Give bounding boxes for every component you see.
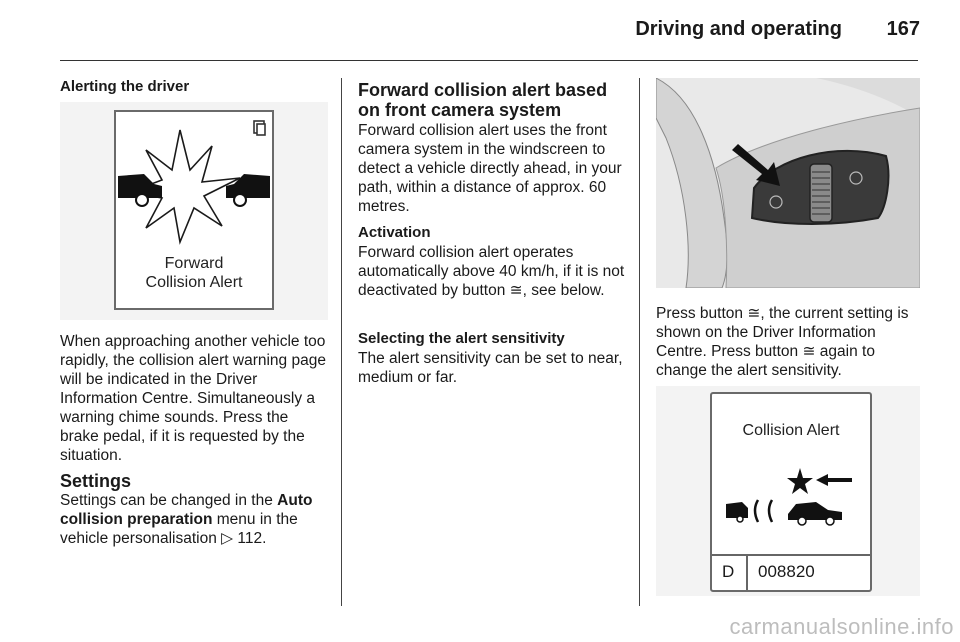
collision-alert-button-icon: ≅ bbox=[747, 305, 761, 322]
dic-sensitivity-frame bbox=[710, 392, 872, 592]
activation-paragraph bbox=[358, 243, 630, 300]
collision-alert-figure bbox=[60, 102, 328, 320]
dic-footer-divider bbox=[712, 554, 870, 556]
activation-text-post: , see below. bbox=[522, 282, 605, 299]
fca-intro-paragraph: Forward collision alert uses the front camera system in the windscreen to detect a vehicle directly ahead, in your path, within a distance of approx. 60 metres. bbox=[358, 122, 622, 215]
sensitivity-paragraph: The alert sensitivity can be set to near, medium or far. bbox=[358, 350, 623, 386]
sensitivity-label: Selecting the alert sensitivity bbox=[358, 330, 565, 347]
press-text-a: Press button bbox=[656, 305, 748, 322]
activation-label: Activation bbox=[358, 224, 431, 241]
settings-text-post: menu in the vehicle personalisation bbox=[60, 511, 298, 547]
steering-wheel-controls-illustration bbox=[656, 78, 920, 288]
column-divider-2 bbox=[639, 78, 640, 606]
dic-collision-alert-title: Collision Alert bbox=[742, 422, 840, 439]
running-header-title: Driving and operating bbox=[635, 18, 842, 40]
watermark: carmanualsonline.info bbox=[729, 614, 954, 639]
press-text-b: , the current setting is shown on the Driver Information Centre. Press button bbox=[656, 305, 909, 360]
activation-text-pre: Forward collision alert operates automatically above 40 km/h, if it is not deactivated by button bbox=[358, 244, 625, 299]
dic-footer-letter: D bbox=[722, 562, 735, 581]
menu-name-bold: Auto collision preparation bbox=[60, 492, 313, 528]
header-rule bbox=[60, 60, 918, 61]
dic-caption-line2: Collision Alert bbox=[145, 274, 243, 291]
alert-sensitivity-icon bbox=[712, 466, 870, 528]
settings-page-ref: 112. bbox=[233, 530, 267, 547]
settings-heading: Settings bbox=[60, 471, 132, 491]
dic-footer-value: 008820 bbox=[758, 562, 815, 581]
settings-paragraph bbox=[60, 491, 328, 548]
column-divider-1 bbox=[341, 78, 342, 606]
collision-alert-button-icon: ≅ bbox=[509, 282, 523, 299]
dic-display-frame bbox=[114, 110, 274, 310]
steering-wheel-figure bbox=[656, 78, 920, 288]
dic-footer-separator bbox=[746, 554, 748, 590]
fca-heading: Forward collision alert based on front camera system bbox=[358, 80, 608, 120]
page-number: 167 bbox=[886, 18, 920, 40]
settings-text-pre: Settings can be changed in the bbox=[60, 492, 278, 509]
dic-caption-line1: Forward bbox=[164, 255, 224, 272]
press-button-paragraph bbox=[656, 304, 920, 380]
dic-sensitivity-figure bbox=[656, 386, 920, 596]
section-label-alerting: Alerting the driver bbox=[60, 78, 190, 95]
alerting-paragraph: When approaching another vehicle too rapidly, the collision alert warning page will be indicated in the Driver Information Centre. Simultaneously a warning chime sounds. Press the brake pedal, if it is requested by the situation. bbox=[60, 333, 326, 464]
press-text-c: again to change the alert sensitivity. bbox=[656, 343, 875, 379]
dic-caption bbox=[116, 254, 272, 292]
collision-alert-button-icon: ≅ bbox=[802, 343, 816, 360]
page-ref-icon: ▷ bbox=[221, 530, 234, 547]
